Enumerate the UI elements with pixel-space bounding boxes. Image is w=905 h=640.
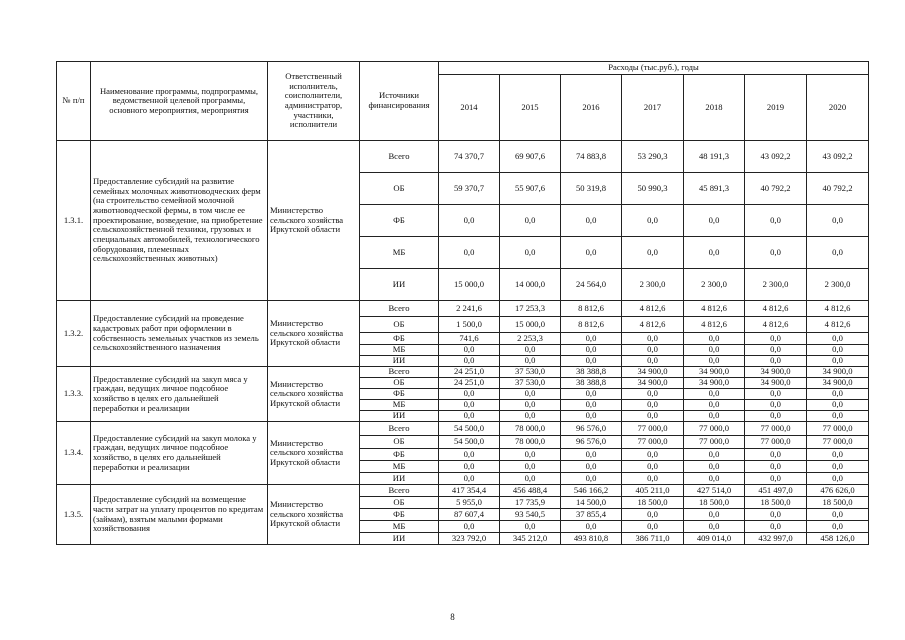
funding-source: ОБ	[360, 378, 439, 389]
expense-value: 0,0	[500, 461, 561, 473]
expense-value: 37 530,0	[500, 367, 561, 378]
expense-value: 0,0	[807, 411, 869, 422]
header-year: 2017	[622, 75, 684, 141]
expense-value: 0,0	[745, 411, 807, 422]
expense-value: 0,0	[500, 449, 561, 461]
expense-value: 43 092,2	[807, 141, 869, 173]
expense-value: 34 900,0	[684, 367, 745, 378]
expense-value: 77 000,0	[622, 422, 684, 436]
expense-value: 4 812,6	[807, 301, 869, 317]
expense-value: 0,0	[807, 461, 869, 473]
expense-value: 37 855,4	[561, 509, 622, 521]
expense-value: 0,0	[561, 411, 622, 422]
expense-value: 4 812,6	[622, 317, 684, 333]
expense-value: 451 497,0	[745, 485, 807, 497]
expense-value: 4 812,6	[745, 317, 807, 333]
header-year: 2016	[561, 75, 622, 141]
expense-value: 0,0	[807, 237, 869, 269]
row-executor: Министерство сельского хозяйства Иркутской области	[268, 367, 360, 422]
row-code: 1.3.4.	[57, 422, 91, 485]
expense-value: 4 812,6	[807, 317, 869, 333]
header-source: Источники финансирования	[360, 62, 439, 141]
expense-value: 77 000,0	[684, 422, 745, 436]
funding-source: ИИ	[360, 356, 439, 367]
expense-value: 50 990,3	[622, 173, 684, 205]
expense-value: 546 166,2	[561, 485, 622, 497]
expense-value: 77 000,0	[684, 436, 745, 449]
expense-value: 0,0	[439, 411, 500, 422]
expense-value: 0,0	[561, 389, 622, 400]
expense-value: 48 191,3	[684, 141, 745, 173]
expense-value: 427 514,0	[684, 485, 745, 497]
expense-value: 0,0	[500, 345, 561, 356]
expense-value: 0,0	[622, 356, 684, 367]
expense-value: 0,0	[622, 461, 684, 473]
expense-value: 0,0	[745, 449, 807, 461]
row-code: 1.3.3.	[57, 367, 91, 422]
expense-value: 0,0	[807, 356, 869, 367]
expense-value: 0,0	[439, 345, 500, 356]
expense-value: 34 900,0	[622, 378, 684, 389]
expense-value: 74 370,7	[439, 141, 500, 173]
expense-value: 54 500,0	[439, 422, 500, 436]
expense-value: 24 251,0	[439, 378, 500, 389]
expense-value: 43 092,2	[745, 141, 807, 173]
expense-value: 74 883,8	[561, 141, 622, 173]
expense-value: 2 300,0	[807, 269, 869, 301]
expense-value: 0,0	[500, 356, 561, 367]
expense-value: 0,0	[500, 400, 561, 411]
header-year: 2015	[500, 75, 561, 141]
funding-source: ФБ	[360, 509, 439, 521]
expense-value: 0,0	[622, 449, 684, 461]
expense-value: 4 812,6	[745, 301, 807, 317]
header-name: Наименование программы, подпрограммы, ведомственной целевой программы, основного мероприятия, мероприятия	[91, 62, 268, 141]
expense-value: 0,0	[500, 389, 561, 400]
expense-value: 69 907,6	[500, 141, 561, 173]
expense-value: 0,0	[561, 449, 622, 461]
expense-value: 53 290,3	[622, 141, 684, 173]
funding-source: МБ	[360, 521, 439, 533]
expense-value: 0,0	[684, 333, 745, 345]
expense-value: 54 500,0	[439, 436, 500, 449]
expense-value: 0,0	[439, 400, 500, 411]
expense-value: 0,0	[622, 521, 684, 533]
row-code: 1.3.2.	[57, 301, 91, 367]
expense-value: 34 900,0	[745, 378, 807, 389]
expense-value: 2 241,6	[439, 301, 500, 317]
funding-source: Всего	[360, 141, 439, 173]
expense-value: 741,6	[439, 333, 500, 345]
expense-value: 93 540,5	[500, 509, 561, 521]
expense-value: 0,0	[684, 461, 745, 473]
funding-source: МБ	[360, 461, 439, 473]
expense-value: 0,0	[561, 473, 622, 485]
funding-source: ИИ	[360, 533, 439, 545]
expense-value: 2 253,3	[500, 333, 561, 345]
expense-value: 17 253,3	[500, 301, 561, 317]
table-row	[57, 141, 869, 173]
expense-value: 0,0	[622, 333, 684, 345]
funding-source: ФБ	[360, 389, 439, 400]
expense-value: 386 711,0	[622, 533, 684, 545]
expense-value: 1 500,0	[439, 317, 500, 333]
expense-value: 0,0	[684, 356, 745, 367]
expense-value: 0,0	[622, 473, 684, 485]
expense-value: 0,0	[684, 389, 745, 400]
expense-value: 0,0	[807, 449, 869, 461]
row-name: Предоставление субсидий на развитие семейных молочных животноводческих ферм (на строительство семейной молочной животноводческой фермы, в том числе ее проектирование, возведение, на приобретение сельскохозяйственной техники, грузовых и специальных автомобилей, технологического оборудования, племенных сельскохозяйственных животных)	[91, 141, 268, 301]
expense-value: 417 354,4	[439, 485, 500, 497]
expense-value: 0,0	[745, 473, 807, 485]
expense-value: 14 000,0	[500, 269, 561, 301]
funding-source: МБ	[360, 400, 439, 411]
expense-value: 15 000,0	[439, 269, 500, 301]
expense-value: 0,0	[622, 237, 684, 269]
funding-source: МБ	[360, 237, 439, 269]
header-year: 2014	[439, 75, 500, 141]
expense-value: 0,0	[622, 205, 684, 237]
expense-value: 0,0	[561, 521, 622, 533]
expense-value: 0,0	[622, 345, 684, 356]
expense-value: 0,0	[439, 461, 500, 473]
expense-value: 77 000,0	[745, 436, 807, 449]
expense-value: 323 792,0	[439, 533, 500, 545]
header-year: 2020	[807, 75, 869, 141]
expense-value: 77 000,0	[622, 436, 684, 449]
expense-value: 0,0	[439, 205, 500, 237]
expense-value: 78 000,0	[500, 422, 561, 436]
expense-value: 409 014,0	[684, 533, 745, 545]
expense-value: 0,0	[745, 389, 807, 400]
header-year: 2019	[745, 75, 807, 141]
expense-value: 0,0	[500, 205, 561, 237]
expense-value: 96 576,0	[561, 436, 622, 449]
expense-value: 405 211,0	[622, 485, 684, 497]
funding-source: ОБ	[360, 497, 439, 509]
table-body	[57, 141, 869, 545]
funding-source: МБ	[360, 345, 439, 356]
expense-value: 38 388,8	[561, 378, 622, 389]
row-executor: Министерство сельского хозяйства Иркутской области	[268, 485, 360, 545]
expense-value: 0,0	[807, 345, 869, 356]
row-executor: Министерство сельского хозяйства Иркутской области	[268, 141, 360, 301]
expense-value: 4 812,6	[684, 301, 745, 317]
funding-source: ОБ	[360, 436, 439, 449]
expense-value: 4 812,6	[622, 301, 684, 317]
expense-value: 24 564,0	[561, 269, 622, 301]
expense-value: 38 388,8	[561, 367, 622, 378]
expense-value: 0,0	[500, 473, 561, 485]
expense-value: 24 251,0	[439, 367, 500, 378]
expense-value: 0,0	[500, 237, 561, 269]
expense-value: 0,0	[745, 345, 807, 356]
expense-value: 0,0	[500, 411, 561, 422]
row-executor: Министерство сельского хозяйства Иркутской области	[268, 301, 360, 367]
expense-value: 50 319,8	[561, 173, 622, 205]
funding-source: Всего	[360, 422, 439, 436]
expense-value: 0,0	[684, 345, 745, 356]
row-name: Предоставление субсидий на закуп молока у граждан, ведущих личное подсобное хозяйство, в целях его дальнейшей переработки и реализации	[91, 422, 268, 485]
page-number: 8	[450, 612, 455, 622]
row-name: Предоставление субсидий на проведение кадастровых работ при оформлении в собственность земельных участков из земель сельскохозяйственного назначения	[91, 301, 268, 367]
expense-value: 0,0	[622, 411, 684, 422]
expense-value: 17 735,9	[500, 497, 561, 509]
expense-value: 8 812,6	[561, 317, 622, 333]
expense-value: 0,0	[745, 333, 807, 345]
row-name: Предоставление субсидий на возмещение части затрат на уплату процентов по кредитам (займам), взятым малыми формами хозяйствования	[91, 485, 268, 545]
expense-value: 0,0	[500, 521, 561, 533]
expense-value: 34 900,0	[684, 378, 745, 389]
expense-value: 18 500,0	[684, 497, 745, 509]
expense-value: 34 900,0	[745, 367, 807, 378]
table-row	[57, 485, 869, 497]
expense-value: 0,0	[745, 509, 807, 521]
expense-value: 0,0	[684, 400, 745, 411]
expense-value: 0,0	[439, 356, 500, 367]
expense-value: 0,0	[684, 521, 745, 533]
header-expenses: Расходы (тыс.руб.), годы	[439, 62, 869, 75]
expense-value: 0,0	[439, 473, 500, 485]
expense-value: 2 300,0	[745, 269, 807, 301]
expense-value: 0,0	[745, 356, 807, 367]
funding-source: ФБ	[360, 205, 439, 237]
expense-value: 55 907,6	[500, 173, 561, 205]
funding-source: ИИ	[360, 411, 439, 422]
expense-value: 4 812,6	[684, 317, 745, 333]
header-num: № п/п	[57, 62, 91, 141]
expenses-table	[56, 61, 869, 545]
expense-value: 0,0	[561, 400, 622, 411]
expense-value: 0,0	[745, 521, 807, 533]
funding-source: ИИ	[360, 473, 439, 485]
expense-value: 87 607,4	[439, 509, 500, 521]
expense-value: 0,0	[622, 400, 684, 411]
expense-value: 0,0	[807, 521, 869, 533]
expense-value: 493 810,8	[561, 533, 622, 545]
expense-value: 34 900,0	[622, 367, 684, 378]
expense-value: 77 000,0	[745, 422, 807, 436]
expense-value: 0,0	[439, 521, 500, 533]
expense-value: 0,0	[684, 237, 745, 269]
table-row	[57, 367, 869, 378]
expense-value: 0,0	[684, 411, 745, 422]
expense-value: 5 955,0	[439, 497, 500, 509]
expense-value: 40 792,2	[745, 173, 807, 205]
expense-value: 0,0	[684, 205, 745, 237]
row-code: 1.3.5.	[57, 485, 91, 545]
row-executor: Министерство сельского хозяйства Иркутской области	[268, 422, 360, 485]
expense-value: 0,0	[561, 345, 622, 356]
funding-source: Всего	[360, 301, 439, 317]
expense-value: 0,0	[807, 509, 869, 521]
table-row	[57, 301, 869, 317]
expense-value: 8 812,6	[561, 301, 622, 317]
expense-value: 77 000,0	[807, 436, 869, 449]
expense-value: 34 900,0	[807, 378, 869, 389]
expense-value: 0,0	[807, 333, 869, 345]
funding-source: ИИ	[360, 269, 439, 301]
header-year: 2018	[684, 75, 745, 141]
expense-value: 2 300,0	[684, 269, 745, 301]
expense-value: 59 370,7	[439, 173, 500, 205]
expense-value: 0,0	[807, 473, 869, 485]
row-name: Предоставление субсидий на закуп мяса у граждан, ведущих личное подсобное хозяйство в целях его дальнейшей переработки и реализации	[91, 367, 268, 422]
header-executor: Ответственный исполнитель, соисполнители, администратор, участники, исполнители	[268, 62, 360, 141]
expense-value: 96 576,0	[561, 422, 622, 436]
expense-value: 0,0	[561, 205, 622, 237]
expense-value: 45 891,3	[684, 173, 745, 205]
expense-value: 0,0	[684, 473, 745, 485]
expense-value: 0,0	[622, 509, 684, 521]
expense-value: 40 792,2	[807, 173, 869, 205]
expense-value: 15 000,0	[500, 317, 561, 333]
expense-value: 0,0	[561, 237, 622, 269]
expense-value: 0,0	[561, 356, 622, 367]
funding-source: ОБ	[360, 173, 439, 205]
expense-value: 0,0	[561, 333, 622, 345]
funding-source: ФБ	[360, 333, 439, 345]
expense-value: 0,0	[745, 237, 807, 269]
expense-value: 0,0	[745, 205, 807, 237]
expense-value: 0,0	[439, 237, 500, 269]
expense-value: 0,0	[807, 400, 869, 411]
expense-value: 456 488,4	[500, 485, 561, 497]
expense-value: 18 500,0	[622, 497, 684, 509]
expense-value: 78 000,0	[500, 436, 561, 449]
expense-value: 0,0	[807, 205, 869, 237]
expense-value: 0,0	[684, 449, 745, 461]
expense-value: 0,0	[561, 461, 622, 473]
expense-value: 0,0	[622, 389, 684, 400]
expense-value: 0,0	[439, 389, 500, 400]
expense-value: 0,0	[684, 509, 745, 521]
row-code: 1.3.1.	[57, 141, 91, 301]
expense-value: 458 126,0	[807, 533, 869, 545]
expense-value: 77 000,0	[807, 422, 869, 436]
expense-value: 0,0	[745, 461, 807, 473]
expense-value: 18 500,0	[807, 497, 869, 509]
expense-value: 432 997,0	[745, 533, 807, 545]
funding-source: ОБ	[360, 317, 439, 333]
expense-value: 0,0	[807, 389, 869, 400]
expense-value: 34 900,0	[807, 367, 869, 378]
funding-source: Всего	[360, 367, 439, 378]
expense-value: 18 500,0	[745, 497, 807, 509]
expense-value: 2 300,0	[622, 269, 684, 301]
expense-value: 476 626,0	[807, 485, 869, 497]
funding-source: Всего	[360, 485, 439, 497]
expense-value: 0,0	[439, 449, 500, 461]
expense-value: 37 530,0	[500, 378, 561, 389]
expense-value: 0,0	[745, 400, 807, 411]
funding-source: ФБ	[360, 449, 439, 461]
expense-value: 345 212,0	[500, 533, 561, 545]
expense-value: 14 500,0	[561, 497, 622, 509]
table-row	[57, 422, 869, 436]
